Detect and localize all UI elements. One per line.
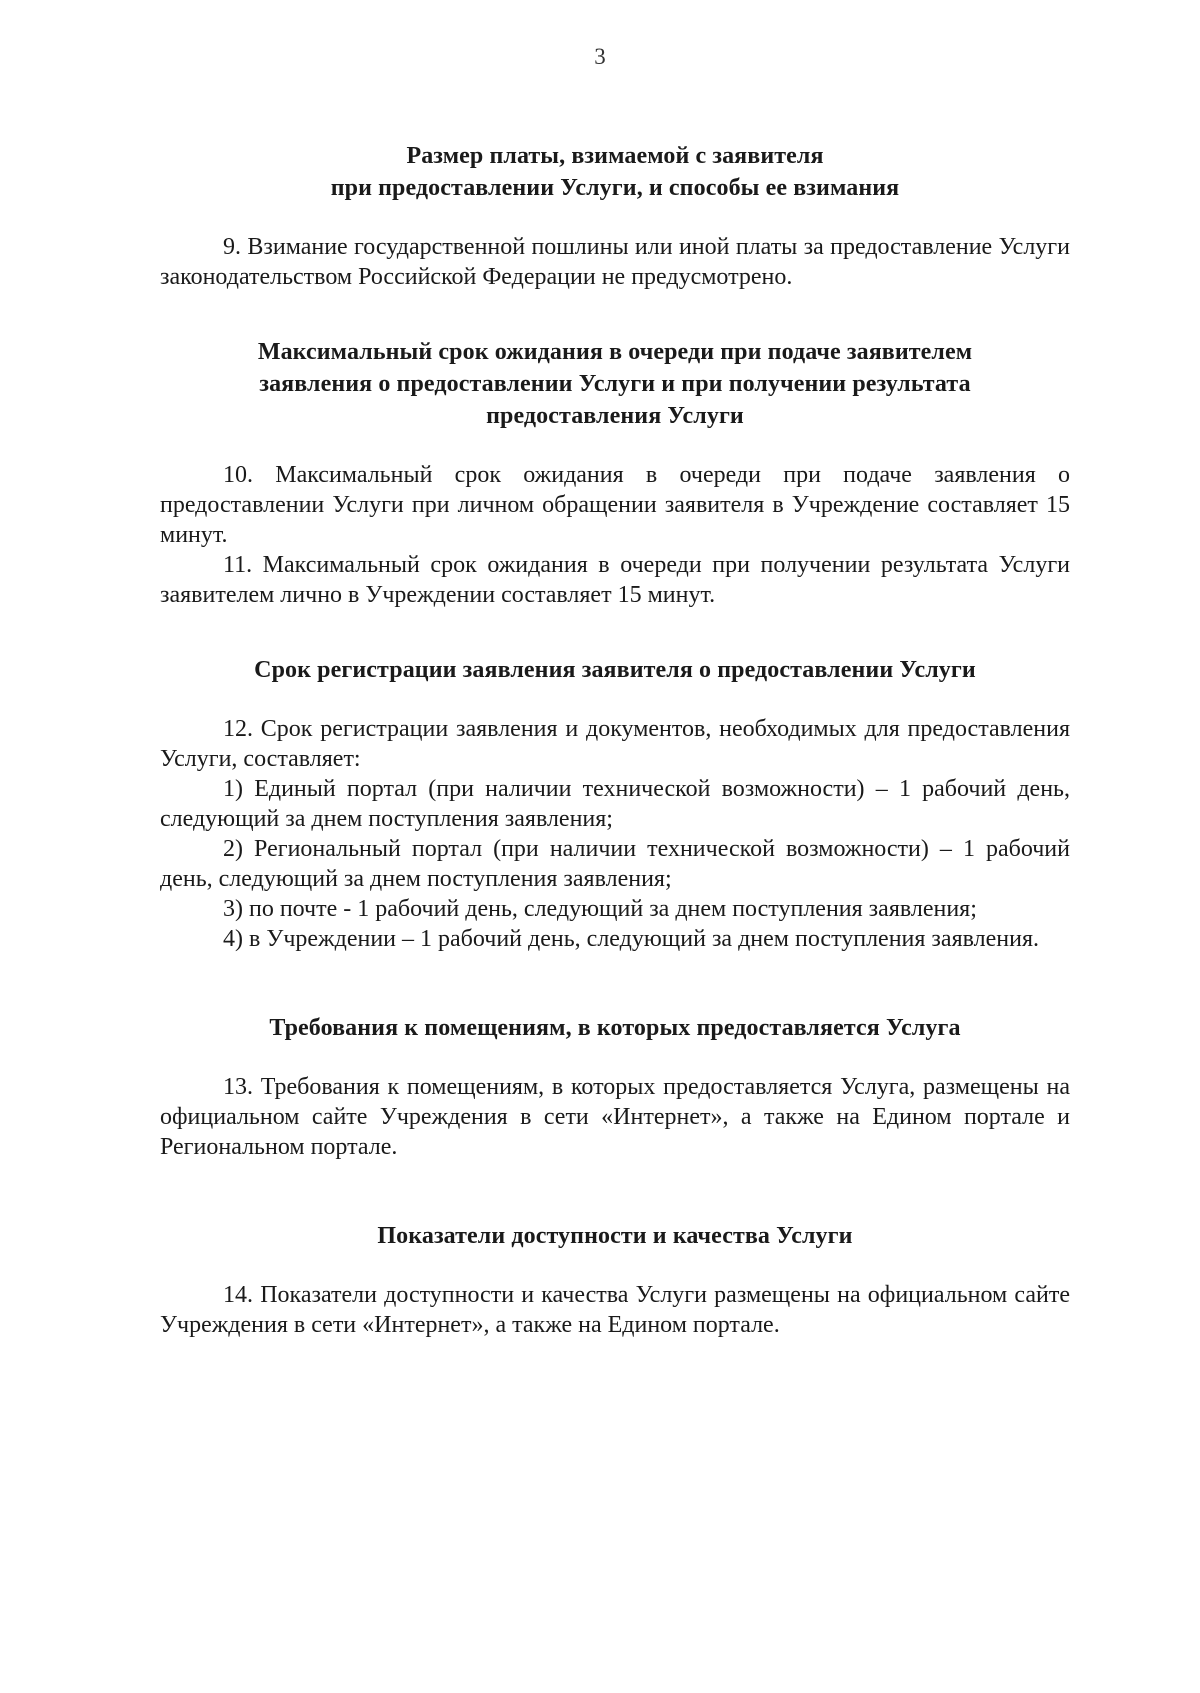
section-registration-term: [160, 654, 1070, 954]
section-heading-line: Размер платы, взимаемой с заявителя: [406, 143, 824, 169]
section-fee: [160, 140, 1070, 292]
section-heading-line: при предоставлении Услуги, и способы ее взимания: [330, 175, 900, 201]
page-number: 3: [594, 44, 606, 69]
paragraph-14: 14. Показатели доступности и качества Услуги размещены на официальном сайте Учреждения в сети «Интернет», а также на Едином портале.: [160, 1282, 1070, 1338]
list-item-4: 4) в Учреждении – 1 рабочий день, следующий за днем поступления заявления.: [223, 926, 1039, 952]
section-accessibility-quality: [160, 1220, 1070, 1340]
section-queue-time: [160, 336, 1070, 610]
section-heading-line: Требования к помещениям, в которых предоставляется Услуга: [269, 1015, 961, 1041]
list-item-3: 3) по почте - 1 рабочий день, следующий за днем поступления заявления;: [223, 896, 977, 922]
paragraph-12: 12. Срок регистрации заявления и документов, необходимых для предоставления Услуги, составляет:: [160, 716, 1070, 772]
list-item-1: 1) Единый портал (при наличии технической возможности) – 1 рабочий день, следующий за днем поступления заявления;: [160, 776, 1070, 832]
section-heading-line: Показатели доступности и качества Услуги: [377, 1223, 853, 1249]
section-heading-line: Срок регистрации заявления заявителя о предоставлении Услуги: [254, 657, 976, 683]
paragraph-13: 13. Требования к помещениям, в которых предоставляется Услуга, размещены на официальном сайте Учреждения в сети «Интернет», а также на Едином портале и Региональном портале.: [160, 1074, 1070, 1160]
section-heading-line: заявления о предоставлении Услуги и при получении результата: [259, 371, 971, 397]
paragraph-10: 10. Максимальный срок ожидания в очереди при подаче заявления о предоставлении Услуги при личном обращении заявителя в Учреждение составляет 15 минут.: [160, 462, 1070, 548]
list-item-2: 2) Региональный портал (при наличии технической возможности) – 1 рабочий день, следующий за днем поступления заявления;: [160, 836, 1070, 892]
section-heading-line: Максимальный срок ожидания в очереди при подаче заявителем: [257, 339, 973, 365]
section-heading-line: предоставления Услуги: [486, 403, 744, 429]
paragraph-9: 9. Взимание государственной пошлины или иной платы за предоставление Услуги законодательством Российской Федерации не предусмотрено.: [160, 234, 1070, 290]
paragraph-11: 11. Максимальный срок ожидания в очереди при получении результата Услуги заявителем лично в Учреждении составляет 15 минут.: [160, 552, 1070, 608]
section-premises-requirements: [160, 1012, 1070, 1162]
document-body: [160, 140, 1070, 1340]
